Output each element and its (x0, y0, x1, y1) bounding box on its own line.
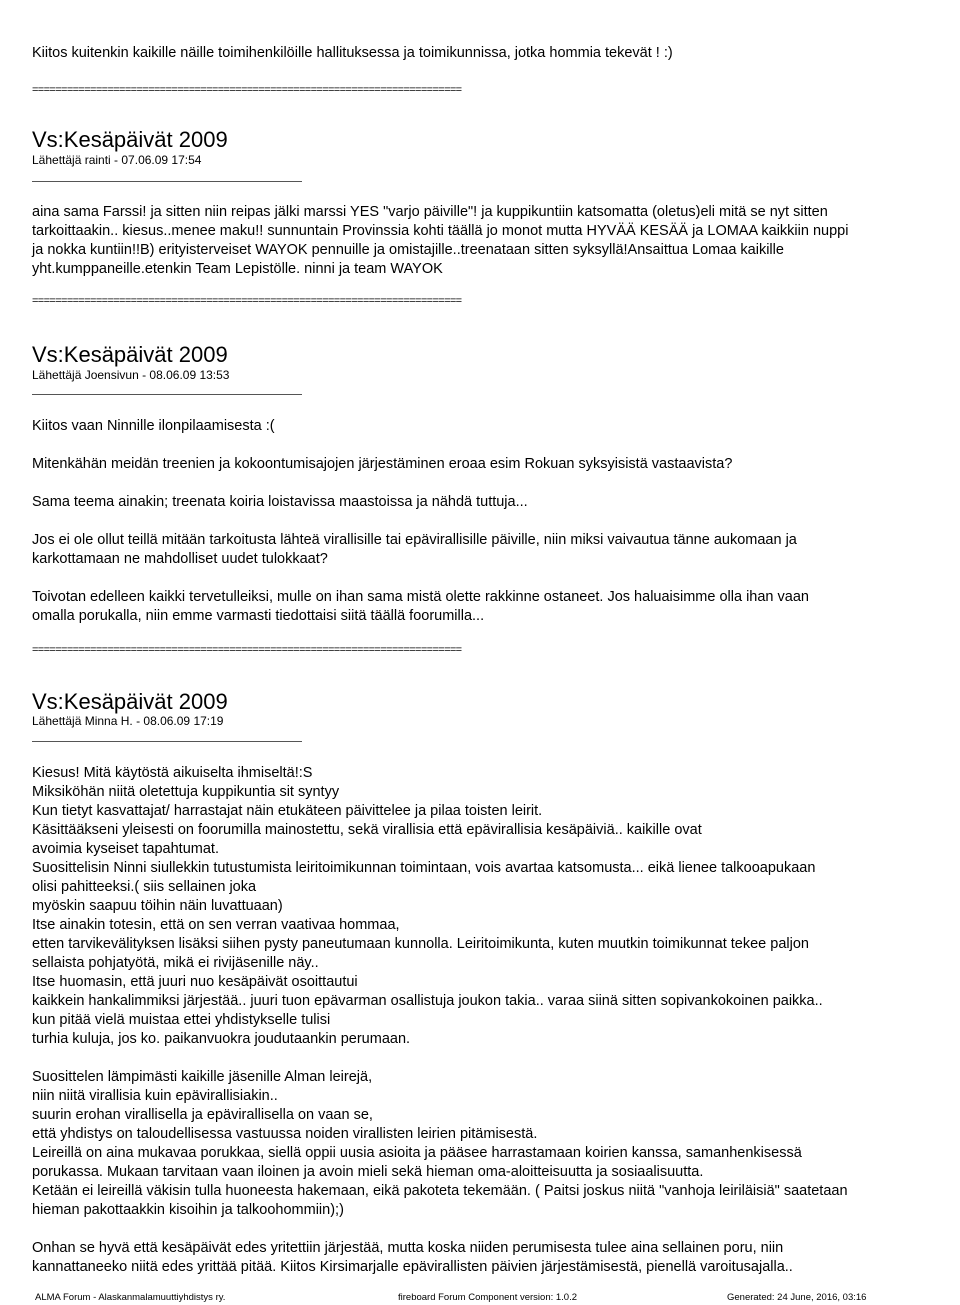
post-line: Jos ei ole ollut teillä mitään tarkoitusta lähteä virallisille tai epävirallisille päiville, niin miksi vaivautua tänne aukomaan ja (32, 532, 797, 548)
post-divider (32, 394, 302, 395)
post-line: Leireillä on aina mukavaa porukkaa, siellä oppii uusia asioita ja pääsee harrastamaan koirien kanssa, samanhenkisessä (32, 1145, 802, 1161)
post-line: suurin erohan virallisella ja epävirallisella on vaan se, (32, 1107, 373, 1123)
footer-site-name: ALMA Forum - Alaskanmalamuuttiyhdistys ry. (35, 1292, 226, 1303)
post-divider (32, 181, 302, 182)
post-line: Käsittääkseni yleisesti on foorumilla mainostettu, sekä virallisia että epävirallisia kesäpäiviä.. kaikille ovat (32, 822, 702, 838)
post-line: Onhan se hyvä että kesäpäivät edes yritettiin järjestää, mutta koska niiden perumisesta tulee aina sellainen poru, niin (32, 1240, 784, 1256)
post-line (32, 436, 809, 455)
post-line: Itse huomasin, että juuri nuo kesäpäivät osoittautui (32, 974, 358, 990)
post-line: karkottamaan ne mahdolliset uudet tulokkaat? (32, 551, 328, 567)
post-line: hieman pakottaakkin kisoihin ja talkoohommiin);) (32, 1202, 344, 1218)
separator-line: ========================================================================== (32, 644, 462, 656)
post-line: Kiitos vaan Ninnille ilonpilaamisesta :( (32, 418, 275, 434)
post-line: omalla porukalla, niin emme varmasti tiedottaisi siitä täällä foorumilla... (32, 608, 485, 624)
post-line: kaikkein hankalimmiksi järjestää.. juuri tuon epävarman osallistuja joukon takia.. varaa siinä sitten sopivankokoinen paikka.. (32, 993, 823, 1009)
post-line: Suosittelen lämpimästi kaikille jäsenille Alman leirejä, (32, 1069, 373, 1085)
post-line (32, 569, 809, 588)
page-footer (0, 1291, 960, 1305)
post-meta: Lähettäjä rainti - 07.06.09 17:54 (32, 153, 202, 167)
post-line: etten tarvikevälityksen lisäksi siihen pysty paneutumaan kunnolla. Leiritoimikunta, kuten muutkin toimikunnat tekee paljon (32, 936, 809, 952)
post-line: turhia kuluja, jos ko. paikanvuokra joudutaankin perumaan. (32, 1031, 411, 1047)
post-meta: Lähettäjä Minna H. - 08.06.09 17:19 (32, 714, 224, 728)
post-body (32, 764, 848, 1277)
intro-text: Kiitos kuitenkin kaikille näille toimihenkilöille hallituksessa ja toimikunnissa, jotka hommia tekevät ! :) (32, 45, 673, 61)
post-divider (32, 741, 302, 742)
post-line: Mitenkähän meidän treenien ja kokoontumisajojen järjestäminen eroaa esim Rokuan syksyisistä vastaavista? (32, 456, 733, 472)
post-line: Ketään ei leireillä väkisin tulla huoneesta hakemaan, eikä pakoteta tekemään. ( Paitsi joskus niitä "vanhoja leiriläisiä" saatetaan (32, 1183, 848, 1199)
footer-generated-date: Generated: 24 June, 2016, 03:16 (727, 1292, 867, 1303)
post-line: aina sama Farssi! ja sitten niin reipas jälki marssi YES "varjo päiville"! ja kuppikuntiin katsomatta (oletus)eli mitä se nyt sitten (32, 204, 828, 220)
post-line: olisi pahitteeksi.( siis sellainen joka (32, 879, 257, 895)
separator-line: ========================================================================== (32, 84, 462, 96)
post-line: yht.kumppaneille.etenkin Team Lepistölle. ninni ja team WAYOK (32, 261, 443, 277)
post-line: tarkoittaakin.. kiesus..menee maku!! sunnuntain Provinssia kohti täällä jo monot mutta HYVÄÄ KESÄÄ ja LOMAA kaikkiin nuppi (32, 223, 849, 239)
post-title: Vs:Kesäpäivät 2009 (32, 689, 228, 714)
footer-component-version: fireboard Forum Component version: 1.0.2 (398, 1292, 578, 1303)
post-line: porukassa. Mukaan tarvitaan vaan iloinen ja avoin mieli sekä hieman oma-aloitteisuutta ja sosiaalisuutta. (32, 1164, 704, 1180)
post-line: Miksiköhän niitä oletettuja kuppikuntia sit syntyy (32, 784, 340, 800)
post-line (32, 474, 809, 493)
post-line: Kun tietyt kasvattajat/ harrastajat näin etukäteen päivittelee ja pilaa toisten leirit. (32, 803, 543, 819)
post-title: Vs:Kesäpäivät 2009 (32, 342, 228, 367)
post-line (32, 512, 809, 531)
post-line: ja nokka kuntiin!!B) erityisterveiset WAYOK pennuille ja omistajille..treenataan sitten syksyllä!Ansaittua Lomaa kaikille (32, 242, 784, 258)
post-line: Sama teema ainakin; treenata koiria loistavissa maastoissa ja nähdä tuttuja... (32, 494, 528, 510)
post-line: Suosittelisin Ninni siullekkin tutustumista leiritoimikunnan toimintaan, vois avartaa katsomusta... eikä lienee talkooapukaan (32, 860, 816, 876)
separator-line: ========================================================================== (32, 295, 462, 307)
post-line: Itse ainakin totesin, että on sen verran vaativaa hommaa, (32, 917, 400, 933)
post-body (32, 417, 809, 626)
post-line: kannattaneeko niitä edes yrittää pitää. Kiitos Kirsimarjalle epävirallisten päivien järjestämisestä, pienellä varoitusajalla.. (32, 1259, 793, 1275)
post-line: niin niitä virallisia kuin epävirallisiakin.. (32, 1088, 278, 1104)
post-line: Kiesus! Mitä käytöstä aikuiselta ihmiseltä!:S (32, 765, 313, 781)
post-body (32, 203, 848, 279)
post-title: Vs:Kesäpäivät 2009 (32, 127, 228, 152)
post-line (32, 1220, 848, 1239)
post-line: sellaista pohjatyötä, mikä ei rivijäsenille näy.. (32, 955, 319, 971)
post-line: Toivotan edelleen kaikki tervetulleiksi, mulle on ihan sama mistä olette rakkinne ostaneet. Jos haluaisimme olla ihan vaan (32, 589, 809, 605)
post-line (32, 1049, 848, 1068)
post-line: avoimia kyseiset tapahtumat. (32, 841, 219, 857)
post-line: kun pitää vielä muistaa ettei yhdistykselle tulisi (32, 1012, 331, 1028)
post-line: myöskin saapuu töihin näin luvattuaan) (32, 898, 283, 914)
post-line: että yhdistys on taloudellisessa vastuussa noiden virallisten leirien pitämisestä. (32, 1126, 538, 1142)
post-meta: Lähettäjä Joensivun - 08.06.09 13:53 (32, 368, 230, 382)
